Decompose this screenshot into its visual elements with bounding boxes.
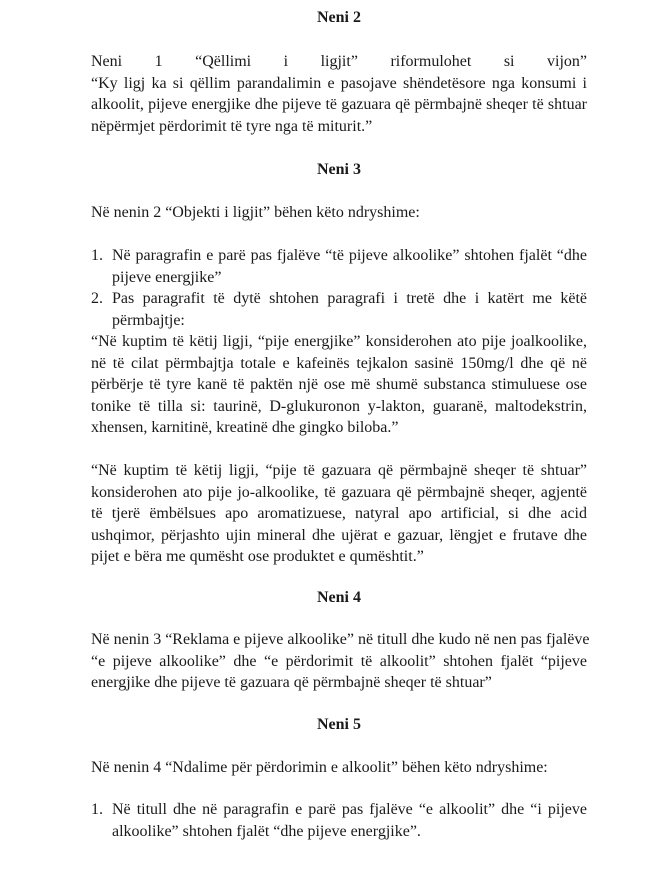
text-line: përmbajtje:: [112, 311, 185, 329]
paragraph: [91, 331, 587, 439]
paragraph: [91, 51, 587, 137]
article-heading-text: Neni 5: [317, 716, 361, 733]
text-line: “Ky ligj ka si qëllim parandalimin e pasojave shëndetësore nga konsumi i: [91, 74, 587, 92]
list-item-body: [112, 799, 587, 842]
text-line: energjike dhe pijeve të gazuara që përmbajnë sheqer të shtuar”: [91, 674, 492, 691]
text-line: përbërje të tyre kanë të paktën një ose më shumë substanca stimuluese ose: [91, 376, 587, 393]
paragraph: [91, 460, 587, 568]
text-line: Në nenin 2 “Objekti i ligjit” bëhen këto ndryshime:: [91, 204, 420, 221]
article-heading-text: Neni 2: [317, 9, 361, 26]
text-line: tonike të tilla si: taurinë, D-glukuronon y-lakton, guaranë, maltodekstrin,: [91, 397, 587, 415]
article-heading: [91, 587, 587, 609]
list-item-number: 1.: [91, 247, 103, 264]
text-line: pijet e bëra me qumësht ose produktet e qumështit.”: [91, 548, 424, 565]
text-line: alkoolit, pijeve energjike dhe pijeve të gazuara që përmbajnë sheqer të shtuar: [91, 96, 587, 113]
text-line: nëpërmjet përdorimit të tyre nga të miturit.”: [91, 117, 373, 135]
article-heading: [91, 159, 587, 181]
text-line: Neni 1 “Qëllimi i ligjit” riformulohet si vijon”: [91, 53, 587, 70]
article-heading: [91, 714, 587, 736]
text-line: Në titull dhe në paragrafin e parë pas fjalëve “e alkoolit” dhe “i pijeve: [112, 801, 587, 818]
paragraph: [91, 757, 587, 779]
article-heading: [91, 7, 587, 29]
text-line: Në nenin 4 “Ndalime për përdorimin e alkoolit” bëhen këto ndryshime:: [91, 759, 548, 776]
list-item: [91, 288, 587, 331]
text-line: xhensen, karnitinë, kreatinë dhe gingko biloba.”: [91, 419, 399, 436]
paragraph: [91, 629, 590, 694]
text-line: konsiderohen ato pije jo-alkoolike, të gazuara që përmbajnë sheqer, agjentë: [91, 483, 587, 501]
list-item-number: 1.: [91, 801, 103, 818]
article-heading-text: Neni 4: [317, 589, 361, 606]
text-line: “Në kuptim të këtij ligji, “pije energjike” konsiderohen ato pije joalkoolike,: [91, 333, 587, 350]
text-line: të tjerë ëmbëlsues apo aromatizuese, natyral apo artificial, si dhe acid: [91, 505, 587, 522]
paragraph: [91, 202, 587, 224]
text-line: Në paragrafin e parë pas fjalëve “të pijeve alkoolike” shtohen fjalët “dhe: [112, 247, 587, 264]
list-item-body: [112, 245, 587, 288]
text-line: alkoolike” shtohen fjalët “dhe pijeve energjike”.: [112, 822, 421, 840]
list-item-body: [112, 288, 587, 331]
text-line: ushqimor, përjashto ujin mineral dhe ujërat e gazuar, lëngjet e frutave dhe: [91, 526, 587, 544]
text-line: pijeve energjike”: [112, 268, 222, 286]
article-heading-text: Neni 3: [317, 161, 361, 178]
list-item: [91, 245, 587, 288]
text-line: në të cilat përmbajtja totale e kafeinës tejkalon sasinë 150mg/l dhe që në: [91, 354, 587, 372]
list-item: [91, 799, 587, 842]
text-line: “e pijeve alkoolike” dhe “e përdorimit të alkoolit” shtohen fjalët “pijeve: [91, 652, 587, 670]
text-line: Në nenin 3 “Reklama e pijeve alkoolike” në titull dhe kudo në nen pas fjalëve: [91, 631, 590, 648]
text-line: “Në kuptim të këtij ligji, “pije të gazuara që përmbajnë sheqer të shtuar”: [91, 462, 587, 479]
list-item-number: 2.: [91, 290, 103, 307]
text-line: Pas paragrafit të dytë shtohen paragrafi i tretë dhe i katërt me këtë: [112, 290, 587, 307]
